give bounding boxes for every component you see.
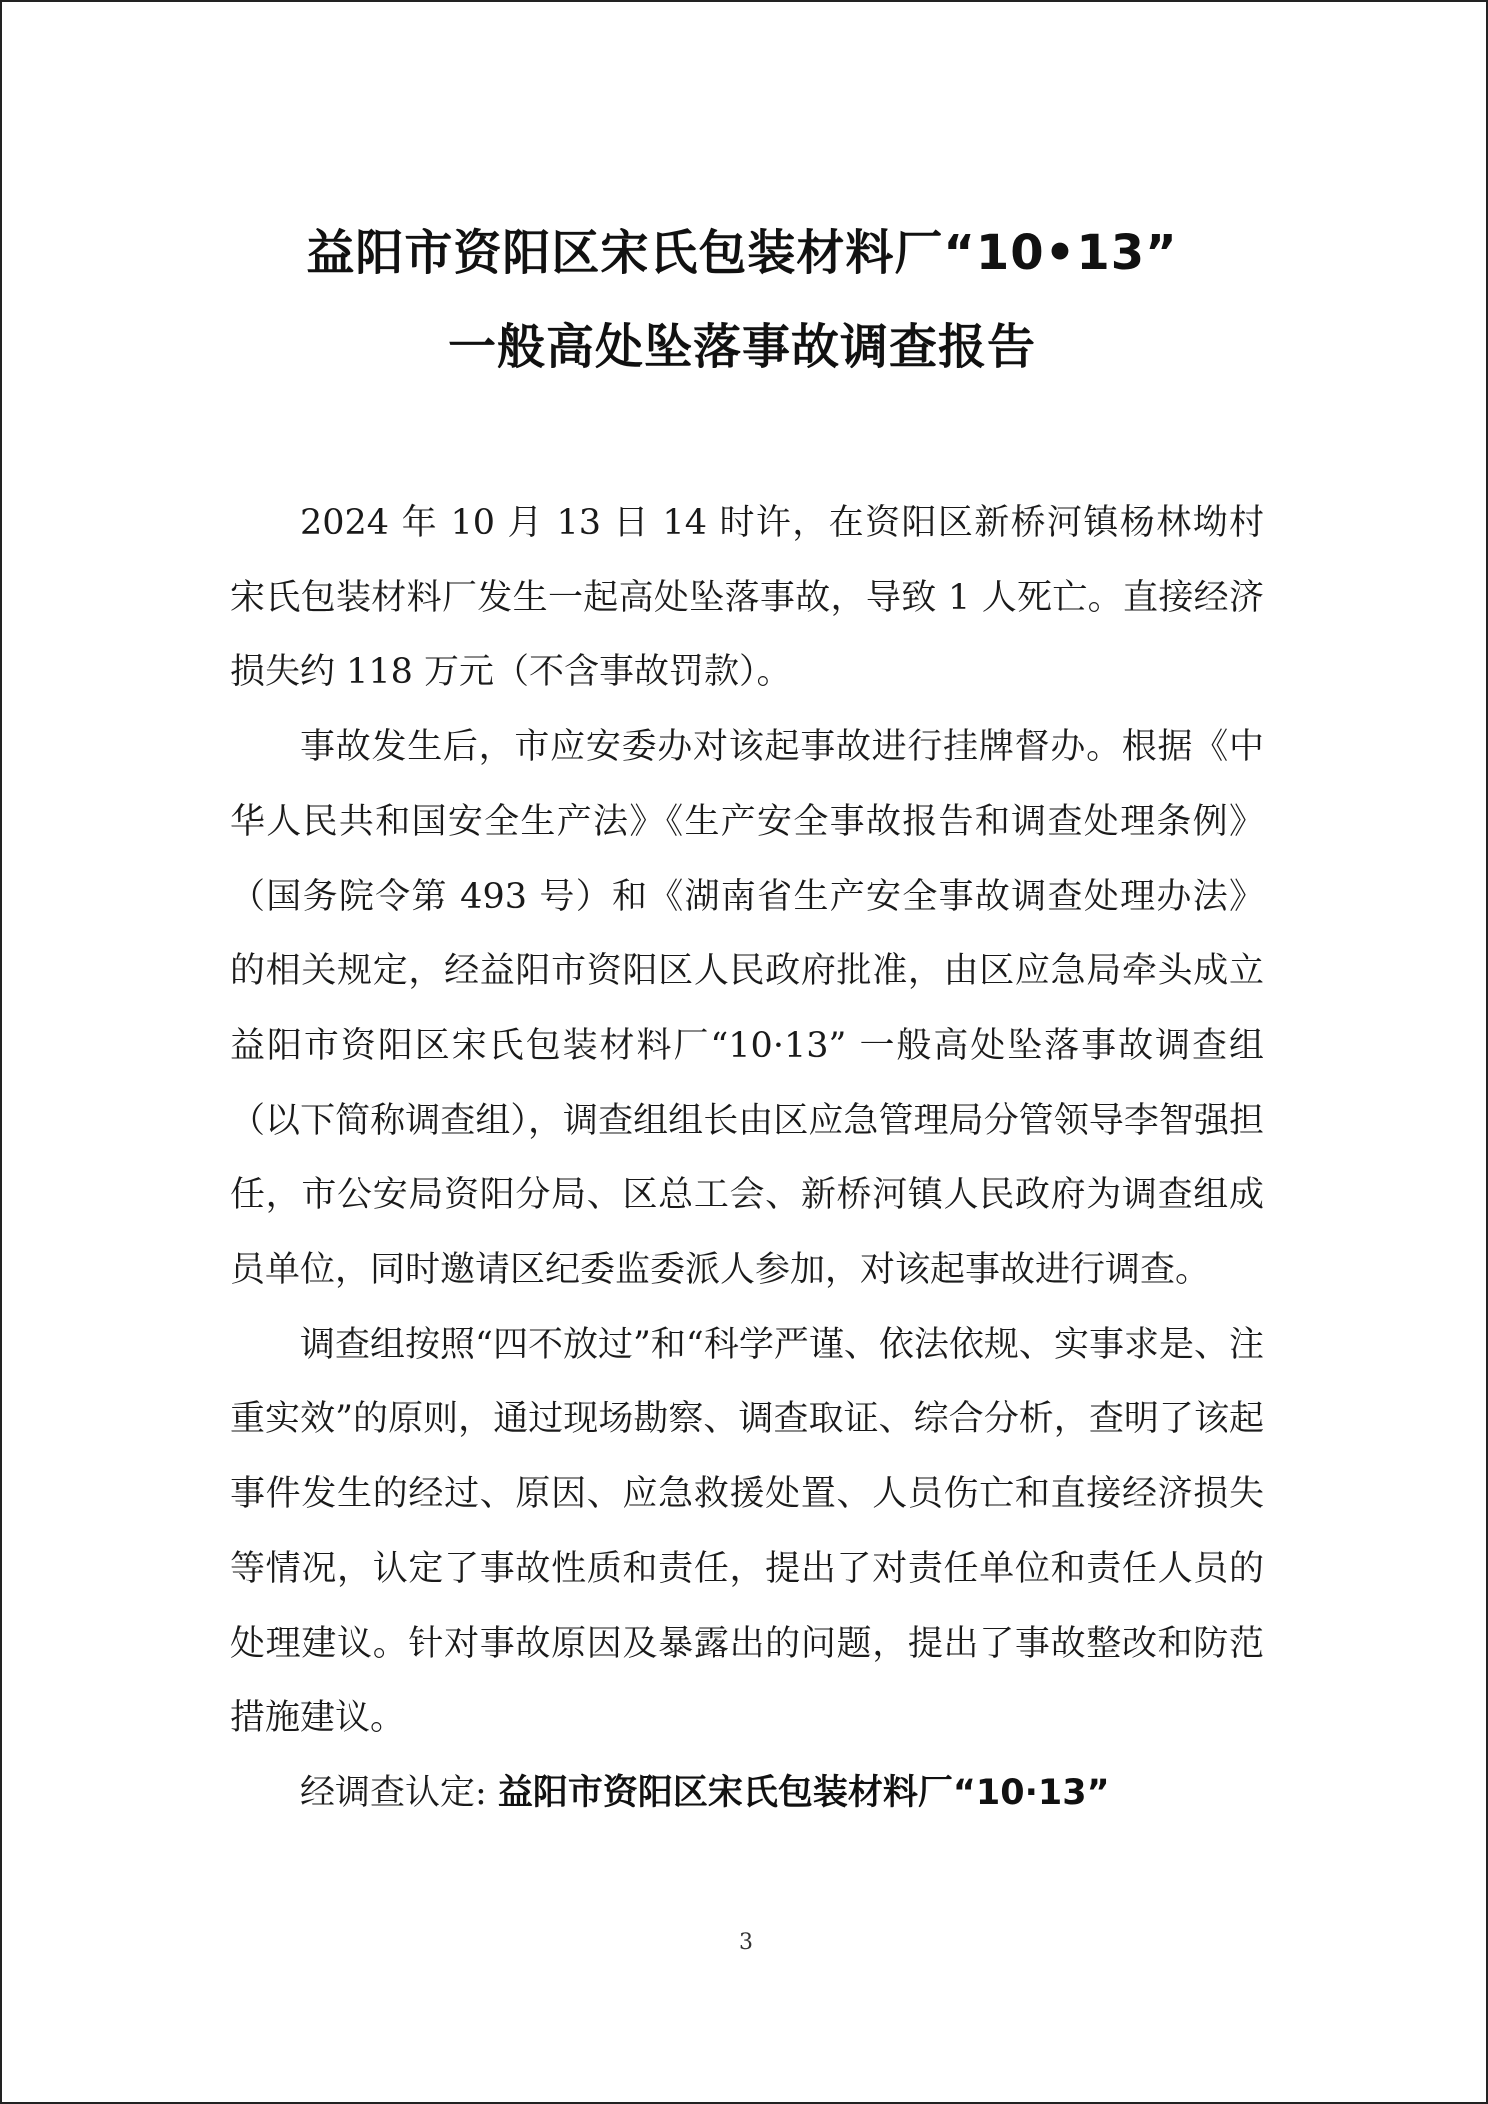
paragraph-investigation-setup: 事故发生后，市应安委办对该起事故进行挂牌督办。根据《中华人民共和国安全生产法》《生产安全事故报告和调查处理条例》（国务院令第 493 号）和《湖南省生产安全事故调查处理办法》的相关规定，经益阳市资阳区人民政府批准，由区应急局牵头成立益阳市资阳区宋氏包装材料厂“10·13” 一般高处坠落事故调查组（以下简称调查组），调查组组长由区应急管理局分管领导李智强担任，市公安局资阳分局、区总工会、新桥河镇人民政府为调查组成员单位，同时邀请区纪委监委派人参加，对该起事故进行调查。 bbox=[230, 727, 1264, 1291]
report-title-line-2: 一般高处坠落事故调查报告 bbox=[447, 319, 1036, 375]
finding-emphasis: 益阳市资阳区宋氏包装材料厂“10·13” bbox=[497, 1772, 1110, 1813]
finding-prefix: 经调查认定: bbox=[300, 1772, 498, 1813]
paragraph-finding bbox=[230, 1756, 1264, 1831]
report-body bbox=[230, 486, 1264, 1831]
report-title-line-1: 益阳市资阳区宋氏包装材料厂“10•13” bbox=[306, 225, 1178, 281]
page-number: 3 bbox=[739, 1930, 753, 1955]
paragraph-incident-summary: 2024 年 10 月 13 日 14 时许，在资阳区新桥河镇杨林坳村宋氏包装材料厂发生一起高处坠落事故，导致 1 人死亡。直接经济损失约 118 万元（不含事故罚款）。 bbox=[230, 503, 1264, 693]
paragraph-investigation-principles: 调查组按照“四不放过”和“科学严谨、依法依规、实事求是、注重实效”的原则，通过现场勘察、调查取证、综合分析，查明了该起事件发生的经过、原因、应急救援处置、人员伤亡和直接经济损失等情况，认定了事故性质和责任，提出了对责任单位和责任人员的处理建议。针对事故原因及暴露出的问题，提出了事故整改和防范措施建议。 bbox=[230, 1324, 1264, 1739]
